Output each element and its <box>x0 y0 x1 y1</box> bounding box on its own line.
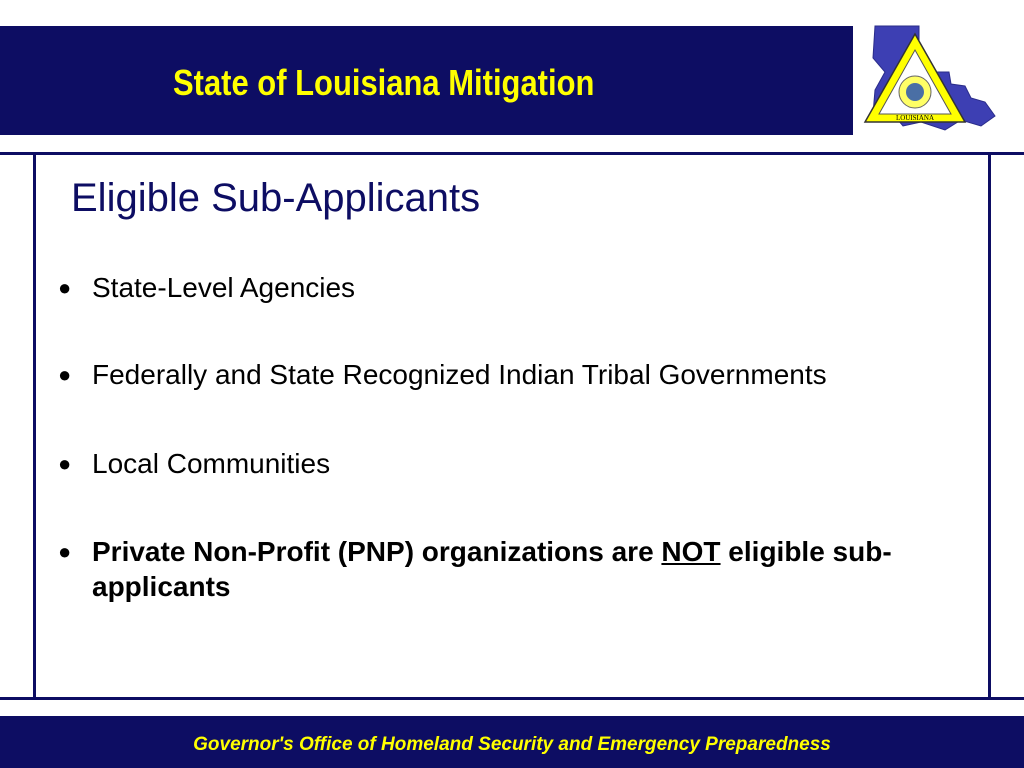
bullet-list <box>56 270 896 604</box>
frame-top-line <box>0 152 1024 155</box>
bullet-text: Federally and State Recognized Indian Tribal Governments <box>92 359 827 390</box>
frame-left-line <box>33 152 36 700</box>
bullet-text: State-Level Agencies <box>92 272 356 303</box>
header-title: State of Louisiana Mitigation <box>173 62 595 103</box>
bullet-dot-icon: ● <box>58 539 72 564</box>
footer-text: Governor's Office of Homeland Security and Emergency Preparedness <box>193 734 831 755</box>
bullet-dot-icon: ● <box>58 275 72 300</box>
bullet-item <box>56 446 896 481</box>
bullet-item <box>56 357 896 392</box>
frame-bottom-line <box>0 697 1024 700</box>
footer-bar <box>0 716 1024 768</box>
bullet-text-suffix: eligible sub-applicants <box>92 536 892 602</box>
louisiana-homeland-security-seal-icon <box>853 14 1013 144</box>
bullet-item <box>56 534 896 604</box>
bullet-item <box>56 270 896 305</box>
bullet-text-prefix: Private Non-Profit (PNP) organizations are <box>92 536 662 567</box>
seal-label: LOUISIANA <box>895 114 935 122</box>
bullet-text: Local Communities <box>92 448 331 479</box>
bullet-dot-icon: ● <box>58 451 72 476</box>
bullet-dot-icon: ● <box>58 362 72 387</box>
emphasis-not: NOT <box>661 536 721 567</box>
frame-right-line <box>988 152 991 700</box>
slide-title: Eligible Sub-Applicants <box>71 176 481 220</box>
